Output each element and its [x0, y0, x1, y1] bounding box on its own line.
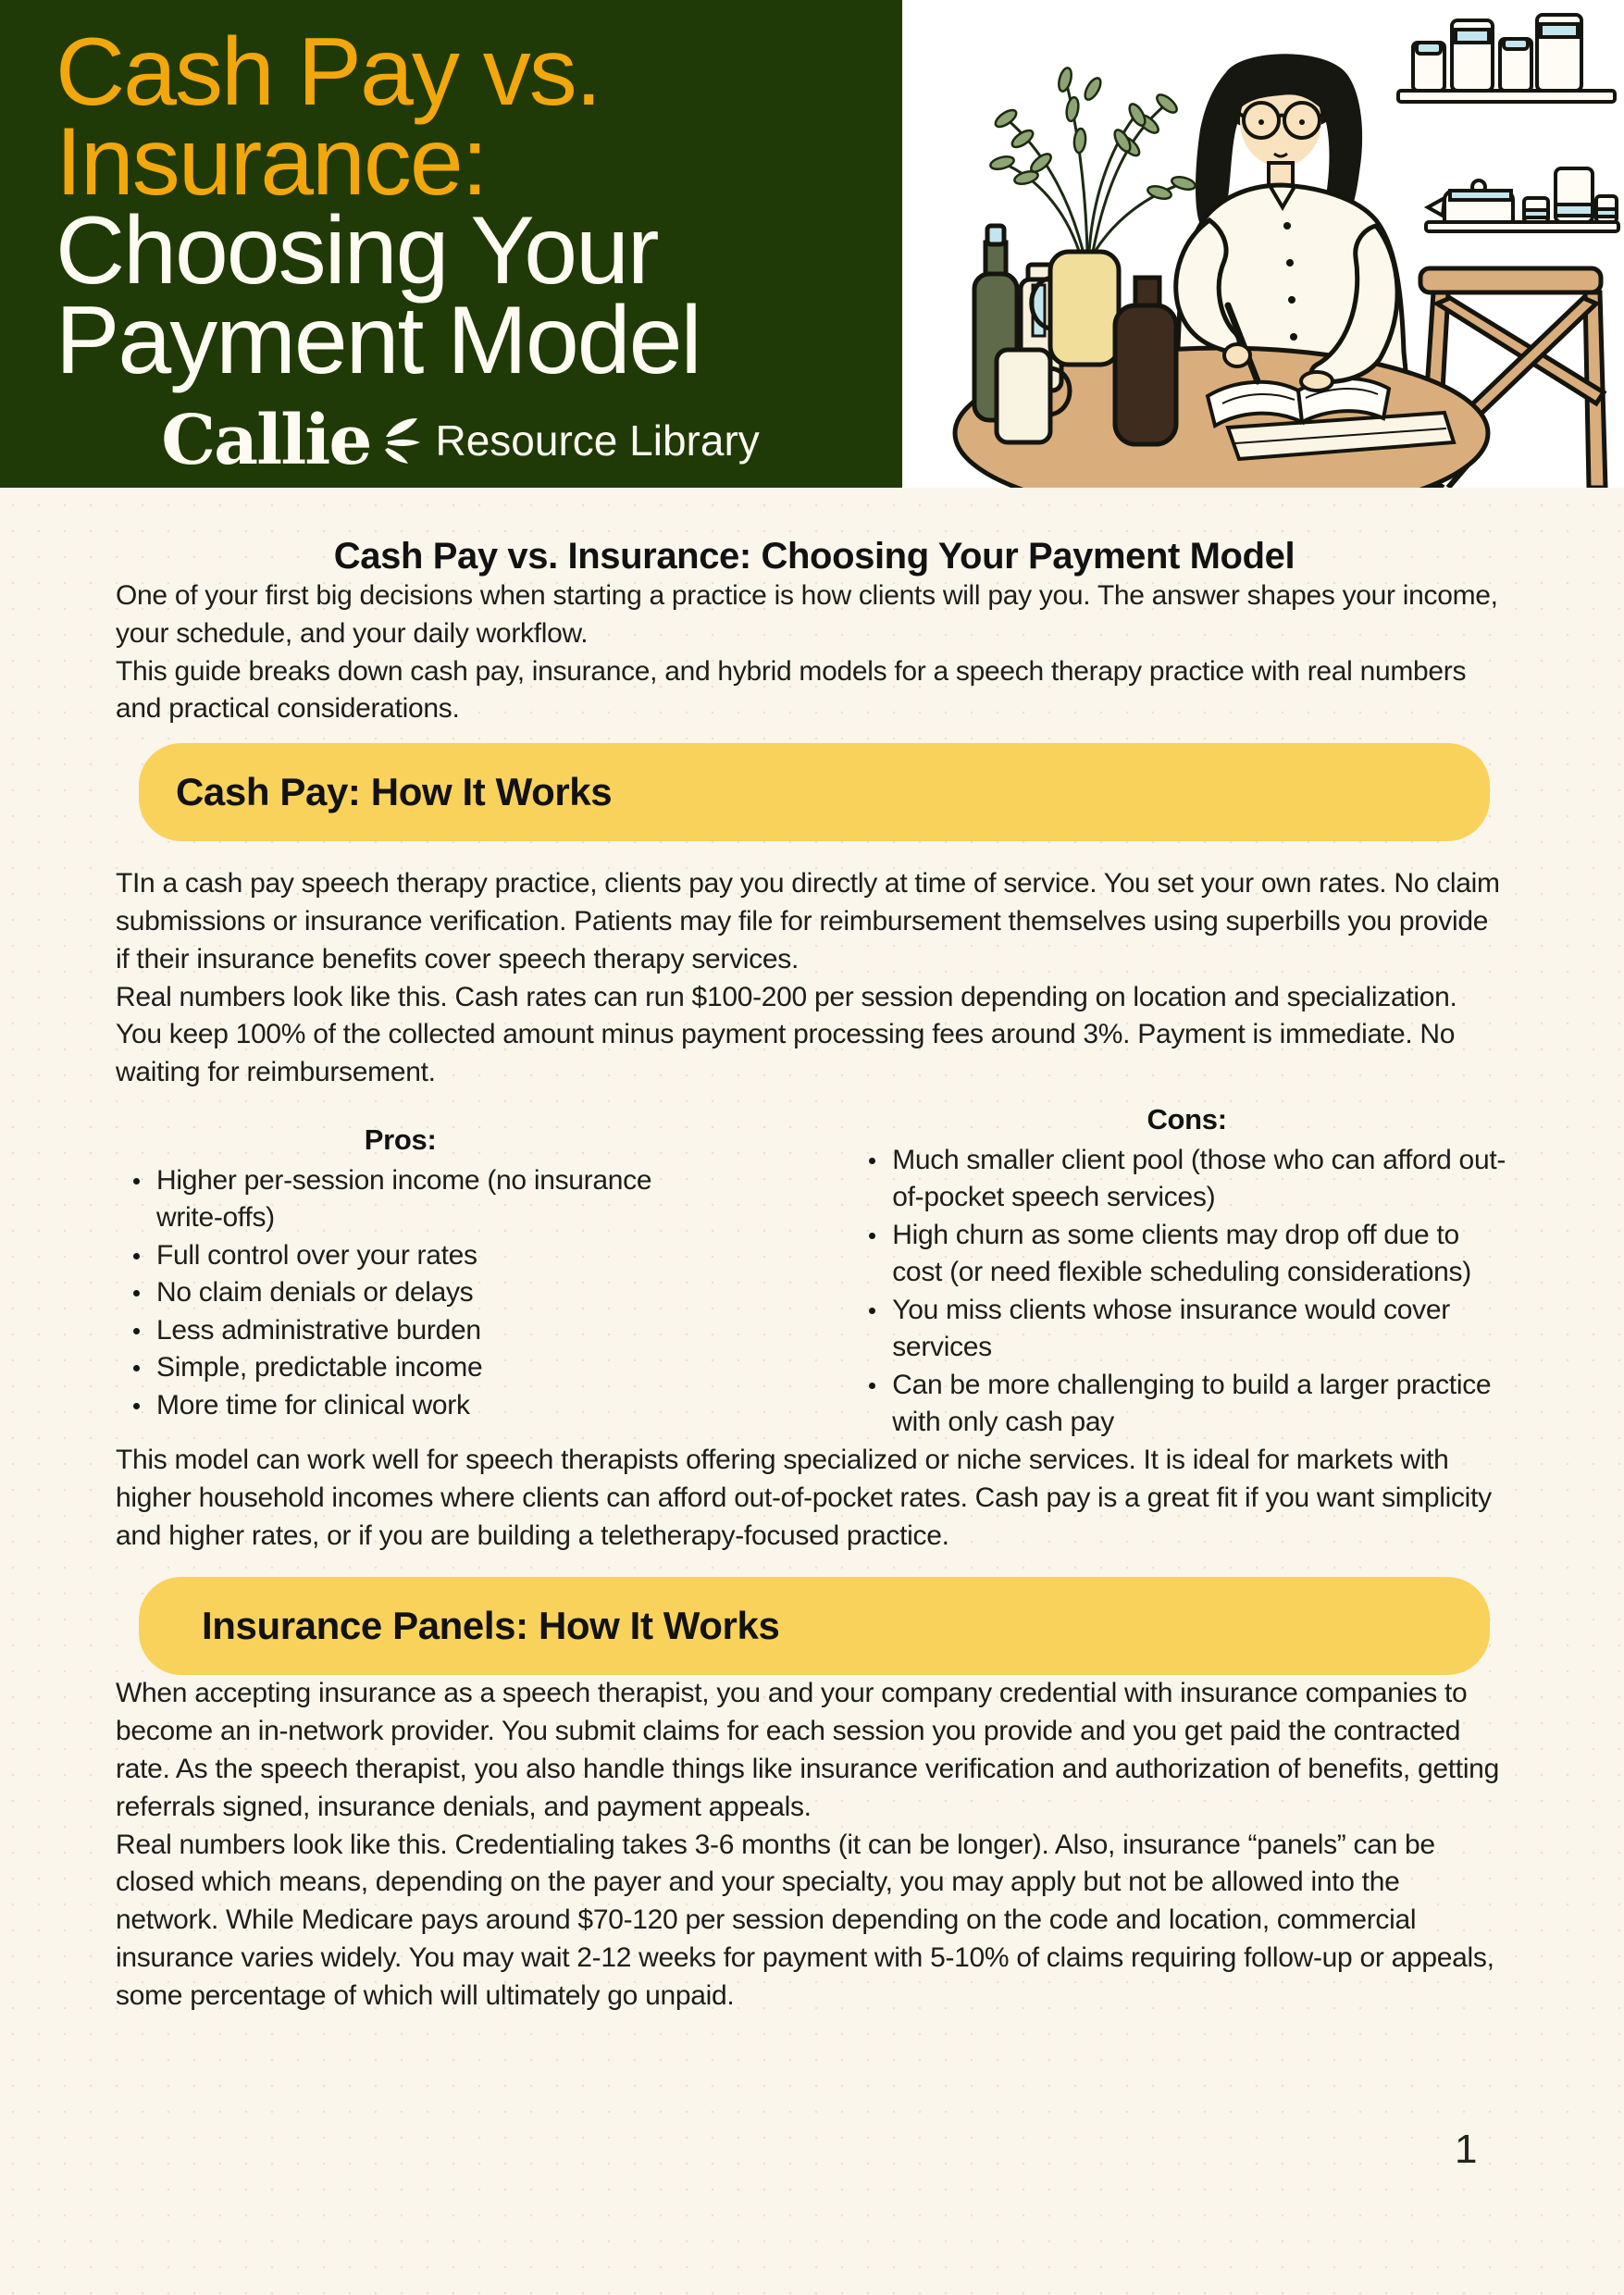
woman-writing-illustration [902, 0, 1624, 488]
section-banner-label: Insurance Panels: How It Works [202, 1604, 780, 1648]
list-item: Much smaller client pool (those who can afford out-of-pocket speech services) [861, 1142, 1513, 1217]
list-item: High churn as some clients may drop off due to cost (or need flexible scheduling considerations) [861, 1217, 1513, 1292]
insurance-paragraph: Real numbers look like this. Credentialing takes 3-6 months (it can be longer). Also, insurance “panels” can be closed which means, depending on the payer and your specialty, you may apply but not be allowed into the network. While Medicare pays around $70-120 per session depending on the code and location, commercial insurance varies widely. You may wait 2-12 weeks for payment with 5-10% of claims requiring follow-up or appeals, some percentage of which will ultimately go unpaid. [116, 1829, 1494, 2011]
pros-heading: Pros: [364, 1123, 437, 1156]
section-banner-insurance [139, 1577, 1490, 1675]
callie-leaf-icon [380, 416, 421, 465]
cash-pay-body [116, 865, 1513, 1092]
intro-paragraph: This guide breaks down cash pay, insurance, and hybrid models for a speech therapy practice with real numbers and practical considerations. [116, 655, 1467, 725]
list-item: Simple, predictable income [125, 1349, 676, 1387]
brand-wordmark: Callie [161, 400, 371, 480]
body-paragraph: Real numbers look like this. Cash rates can run $100-200 per session depending on location and specialization. You keep 100% of the collected amount minus payment processing fees around 3%. Payment is immediate. No waiting for reimbursement. [116, 981, 1457, 1088]
list-item: Less administrative burden [125, 1312, 676, 1350]
section-banner-label: Cash Pay: How It Works [176, 770, 613, 814]
header-title-line: Insurance: [56, 107, 487, 216]
pros-list [125, 1162, 676, 1425]
pros-cons-columns [116, 1102, 1513, 1442]
list-item: You miss clients whose insurance would cover services [861, 1292, 1513, 1367]
section-banner-cash-pay [139, 743, 1490, 841]
page-number: 1 [1455, 2127, 1478, 2172]
header-title-line: Payment Model [56, 287, 700, 395]
cons-list [861, 1142, 1513, 1442]
illustration-panel [902, 0, 1624, 488]
body-paragraph: TIn a cash pay speech therapy practice, clients pay you directly at time of service. You set your own rates. No claim submissions or insurance verification. Patients may file for reimbursement themselves using superbills you provide if their insurance benefits cover speech therapy services. [116, 868, 1500, 974]
list-item: Full control over your rates [125, 1237, 676, 1275]
header-title-line: Choosing Your [56, 197, 658, 305]
document-header [0, 0, 1624, 488]
cons-heading: Cons: [1147, 1102, 1227, 1135]
list-item: More time for clinical work [125, 1387, 676, 1425]
article-body [0, 536, 1624, 2016]
cons-column [861, 1103, 1513, 1442]
brand-lockup [56, 400, 902, 480]
article-title: Cash Pay vs. Insurance: Choosing Your Payment Model [333, 536, 1295, 577]
pros-column [125, 1123, 676, 1442]
insurance-paragraph: When accepting insurance as a speech therapist, you and your company credential with insurance companies to become an in-network provider. You submit claims for each session you provide and you get paid the contracted rate. As the speech therapist, you also handle things like insurance verification and authorization of benefits, getting referrals signed, insurance denials, and payment appeals. [116, 1678, 1499, 1822]
intro-paragraph: One of your first big decisions when starting a practice is how clients will pay you. The answer shapes your income, your schedule, and your daily workflow. [116, 580, 1498, 649]
header-banner [0, 0, 902, 488]
cash-pay-closing-paragraph: This model can work well for speech therapists offering specialized or niche services. It is ideal for markets with higher household incomes where clients can afford out-of-pocket rates. Cash pay is a great fit if you want simplicity and higher rates, or if you are building a teletherapy-focused practice. [116, 1444, 1492, 1551]
list-item: No claim denials or delays [125, 1274, 676, 1312]
header-title-line: Cash Pay vs. [56, 19, 601, 126]
list-item: Can be more challenging to build a larger practice with only cash pay [861, 1367, 1513, 1442]
header-title [56, 19, 902, 395]
brand-tagline: Resource Library [435, 416, 760, 465]
list-item: Higher per-session income (no insurance write-offs) [125, 1162, 676, 1237]
